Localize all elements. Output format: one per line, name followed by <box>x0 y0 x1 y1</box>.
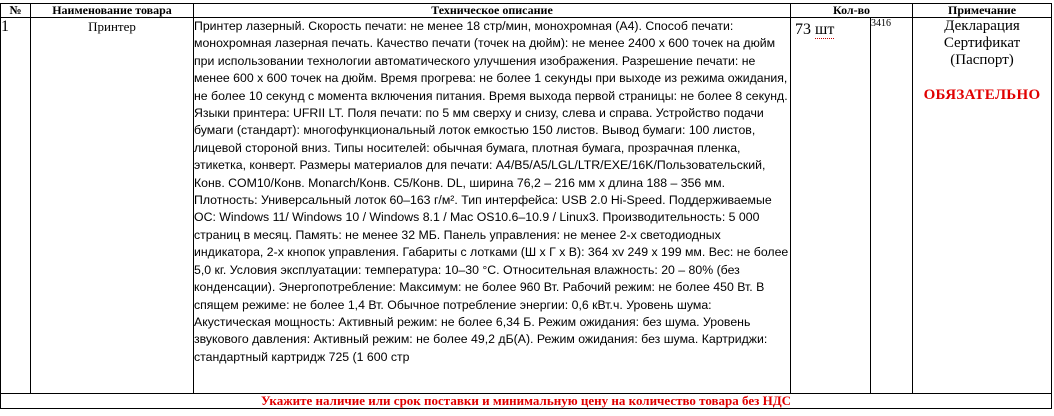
header-num: № <box>1 4 31 18</box>
technical-description-cell <box>194 18 791 394</box>
quantity-cell <box>791 18 871 394</box>
header-description: Техническое описание <box>194 4 791 18</box>
technical-description: Принтер лазерный. Скорость печати: не менее 18 стр/мин, монохромная (А4). Способ печати: монохромная лазерная печать. Качество печати (точек на дюйм): не менее 2400 x 600 точек на дюйм при использовании технологии автоматического улучшения изображения. Разрешение печати: не менее 600 x 600 точек на дюйм. Время прогрева: не более 1 секунды при выходе из режима ожидания, не более 10 секунд с момента включения питания. Время выхода первой страницы: не более 8 секунд. Языки принтера: UFRII LT. Поля печати: по 5 мм сверху и снизу, слева и справа. Устройство подачи бумаги (стандарт): многофункциональный лоток емкостью 150 листов. Вывод бумаги: 100 листов, лицевой стороной вниз. Типы носителей: обычная бумага, плотная бумага, прозрачная пленка, этикетка, конверт. Размеры материалов для печати: A4/B5/A5/LGL/LTR/EXE/16K/Пользовательский, Конв. COM10/Конв. Monarch/Конв. C5/Конв. DL, ширина 76,2 – 216 мм x длина 188 – 356 мм. Плотность: Универсальный лоток 60–163 г/м². Тип интерфейса: USB 2.0 Hi-Speed. Поддерживаемые ОС: Windows 11/ Windows 10 / Windows 8.1 / Mac OS10.6–10.9 / Linux3. Производительность: 5 000 страниц в месяц. Память: не менее 32 МБ. Панель управления: не менее 2-х светодиодных индикатора, 2-х кнопок управления. Габариты с лотками (Ш x Г x В): 364 xv 249 x 199 мм. Вес: не более 5,0 кг. Условия эксплуатации: температура: 10–30 °С. Относительная влажность: 20 – 80% (без конденсации). Энергопотребление: Максимум: не более 960 Вт. Рабочий режим: не более 450 Вт. В спящем режиме: не более 1,4 Вт. Обычное потребление энергии: 0,6 кВт.ч. Уровень шума: Акустическая мощность: Активный режим: не более 6,34 Б. Режим ожидания: без шума. Уровень звукового давления: Активный режим: не более 49,2 дБ(А). Режим ожидания: без шума. Картриджи: стандартный картридж 725 (1 600 стр <box>194 19 789 364</box>
header-name: Наименование товара <box>31 4 194 18</box>
quantity-number: 73 <box>795 21 811 38</box>
header-note: Примечание <box>913 4 1052 18</box>
row-number: 1 <box>1 18 31 394</box>
header-row <box>1 4 1052 18</box>
required-label: ОБЯЗАТЕЛЬНО <box>923 87 1041 103</box>
footer-row <box>1 394 1052 409</box>
note-line-declaration: Декларация <box>944 18 1020 34</box>
note-cell <box>913 18 1052 394</box>
table-row <box>1 18 1052 394</box>
quantity <box>791 18 870 39</box>
footer-instruction: Укажите наличие или срок поставки и минимальную цену на количество товара без НДС <box>1 394 1052 409</box>
note-line-certificate: Сертификат <box>943 35 1021 51</box>
spec-table <box>0 3 1052 409</box>
note-line-passport: (Паспорт) <box>950 52 1014 68</box>
header-quantity: Кол-во <box>791 4 913 18</box>
quantity-unit: шт <box>815 21 835 38</box>
product-name: Принтер <box>31 18 194 394</box>
item-code: 3416 <box>871 18 913 394</box>
